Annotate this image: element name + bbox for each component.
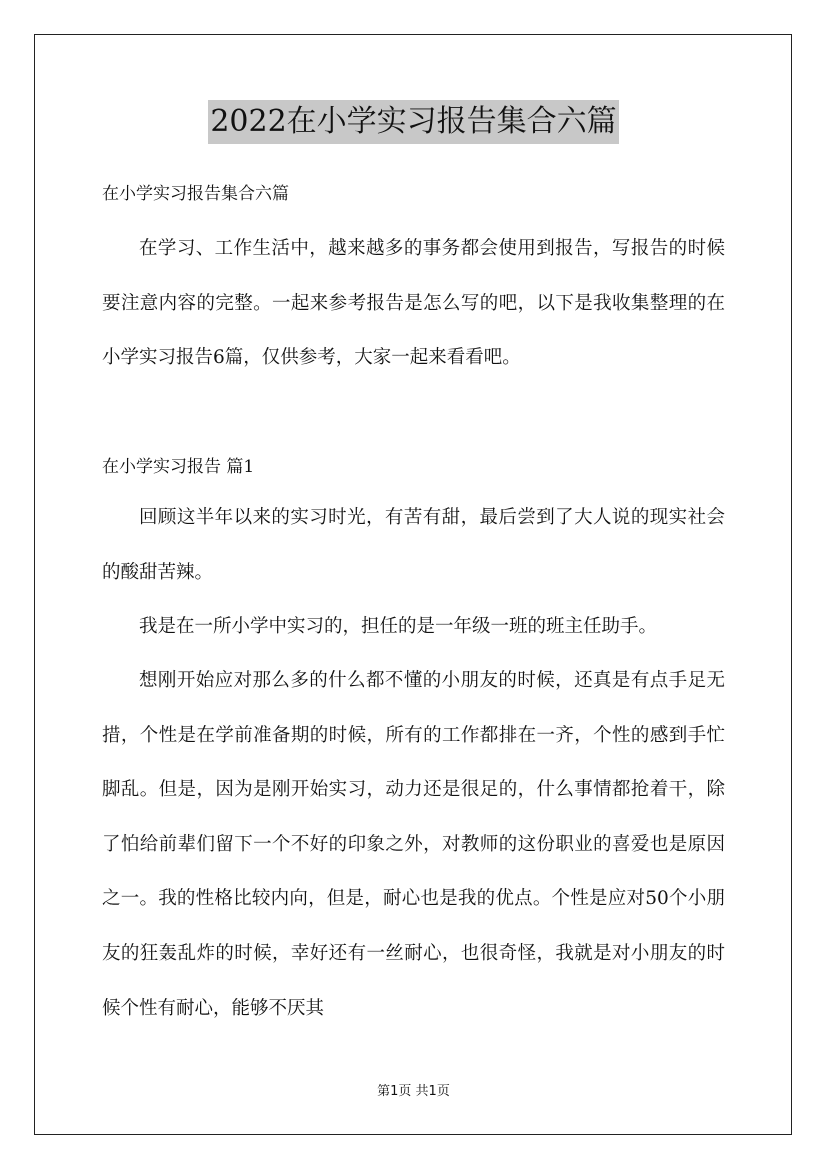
document-subtitle: 在小学实习报告集合六篇 <box>102 184 289 204</box>
document-title: 2022在小学实习报告集合六篇 <box>208 100 618 144</box>
body-paragraph-1: 回顾这半年以来的实习时光，有苦有甜，最后尝到了大人说的现实社会的酸甜苦辣。 <box>102 507 725 583</box>
body-paragraph-2: 我是在一所小学中实习的，担任的是一年级一班的班主任助手。 <box>139 616 658 637</box>
page-footer: 第1页 共1页 <box>377 1084 450 1099</box>
section-heading: 在小学实习报告 篇1 <box>102 457 255 477</box>
body-paragraph-3: 想刚开始应对那么多的什么都不懂的小朋友的时候，还真是有点手足无措，个性是在学前准备期的时候，所有的工作都排在一齐，个性的感到手忙脚乱。但是，因为是刚开始实习，动力还是很足的，什么事情都抢着干，除了怕给前辈们留下一个不好的印象之外，对教师的这份职业的喜爱也是原因之一。我的性格比较内向，但是，耐心也是我的优点。个性是应对50个小朋友的狂轰乱炸的时候，幸好还有一丝耐心，也很奇怪，我就是对小朋友的时候个性有耐心，能够不厌其 <box>102 670 725 1019</box>
title-container <box>0 100 827 144</box>
intro-paragraph: 在学习、工作生活中，越来越多的事务都会使用到报告，写报告的时候要注意内容的完整。一起来参考报告是怎么写的吧，以下是我收集整理的在小学实习报告6篇，仅供参考，大家一起来看看吧。 <box>102 238 725 369</box>
